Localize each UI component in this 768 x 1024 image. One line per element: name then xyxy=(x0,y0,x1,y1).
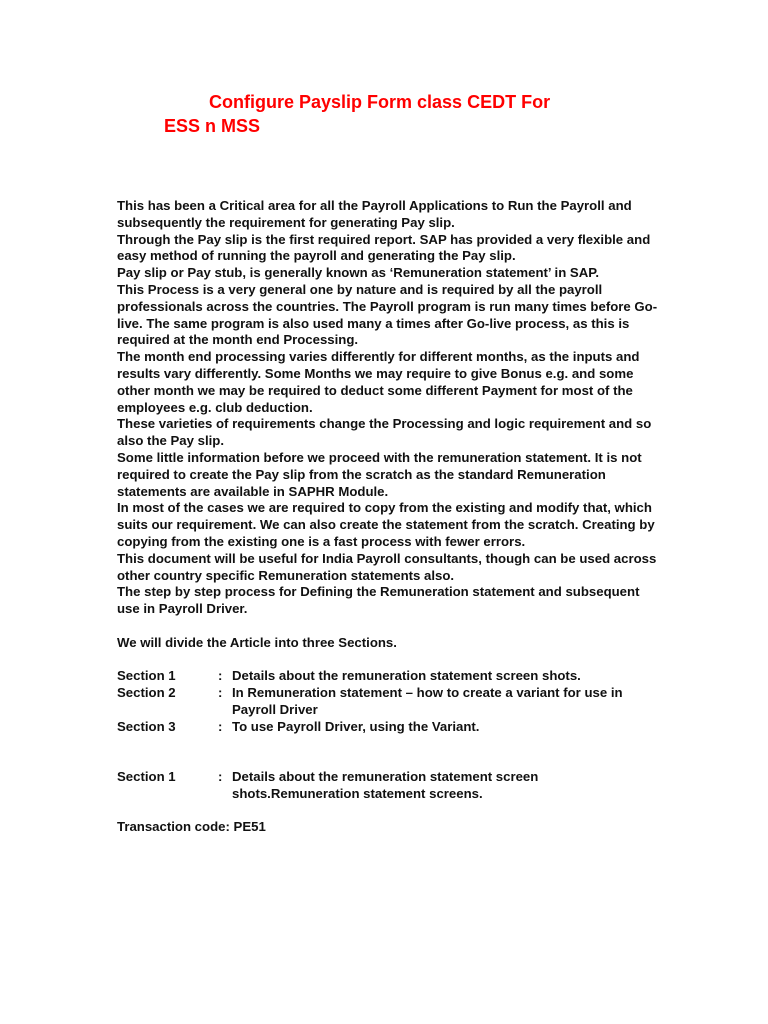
section-entry-3 xyxy=(117,719,662,736)
title-line-1: Configure Payslip Form class CEDT For xyxy=(209,92,551,112)
paragraph: This document will be useful for India Payroll consultants, though can be used across other country specific Remuneration statements also. xyxy=(117,550,657,583)
section-name: Section 2 xyxy=(117,685,176,701)
section-colon: : xyxy=(218,685,223,701)
paragraph: The month end processing varies differently for different months, as the inputs and results vary differently. Some Months we may require to give Bonus e.g. and some other month we may be required to deduct some different Payment for most of the employees e.g. club deduction. xyxy=(117,349,640,415)
section-entry-1 xyxy=(117,668,662,685)
spacer xyxy=(117,618,662,635)
paragraph: Through the Pay slip is the first required report. SAP has provided a very flexible and easy method of running the payroll and generating the Pay slip. xyxy=(117,231,651,264)
section-1-heading xyxy=(117,769,662,803)
paragraph: This Process is a very general one by nature and is required by all the payroll professionals across the countries. The Payroll program is run many times before Go-live. The same program is also used many a times after Go-live process, as this is required at the month end Processing. xyxy=(117,281,658,348)
section-description: In Remuneration statement – how to create a variant for use in Payroll Driver xyxy=(232,685,623,717)
paragraph: Some little information before we proceed with the remuneration statement. It is not required to create the Pay slip from the scratch as the standard Remuneration statements are available in SAPHR Module. xyxy=(117,449,642,499)
paragraph: The step by step process for Defining the Remuneration statement and subsequent use in Payroll Driver. xyxy=(117,584,640,617)
title-line-2: ESS n MSS xyxy=(164,116,261,136)
spacer xyxy=(117,803,662,820)
spacer xyxy=(117,652,662,669)
transaction-code: Transaction code: PE51 xyxy=(117,819,266,835)
section-name: Section 1 xyxy=(117,668,176,684)
paragraph: Pay slip or Pay stub, is generally known as ‘Remuneration statement’ in SAP. xyxy=(117,265,599,281)
section-description: Details about the remuneration statement screen shots.Remuneration statement screens. xyxy=(232,769,539,801)
paragraph: In most of the cases we are required to copy from the existing and modify that, which suits our requirement. We can also create the statement from the scratch. Creating by copying from the existing one is a fast process with fewer errors. xyxy=(117,500,655,549)
spacer xyxy=(117,736,662,770)
section-entry-2 xyxy=(117,685,662,719)
section-name: Section 1 xyxy=(117,769,176,785)
section-description: To use Payroll Driver, using the Variant. xyxy=(232,718,480,734)
paragraph: This has been a Critical area for all the Payroll Applications to Run the Payroll and subsequently the requirement for generating Pay slip. xyxy=(117,198,632,230)
section-colon: : xyxy=(218,668,223,684)
section-description: Details about the remuneration statement screen shots. xyxy=(232,668,581,684)
document-body xyxy=(117,198,662,836)
section-colon: : xyxy=(218,769,223,785)
document-title xyxy=(164,90,704,138)
paragraph: These varieties of requirements change the Processing and logic requirement and so also the Pay slip. xyxy=(117,416,652,449)
section-name: Section 3 xyxy=(117,718,176,734)
section-colon: : xyxy=(218,718,223,734)
divide-text: We will divide the Article into three Sections. xyxy=(117,634,397,650)
